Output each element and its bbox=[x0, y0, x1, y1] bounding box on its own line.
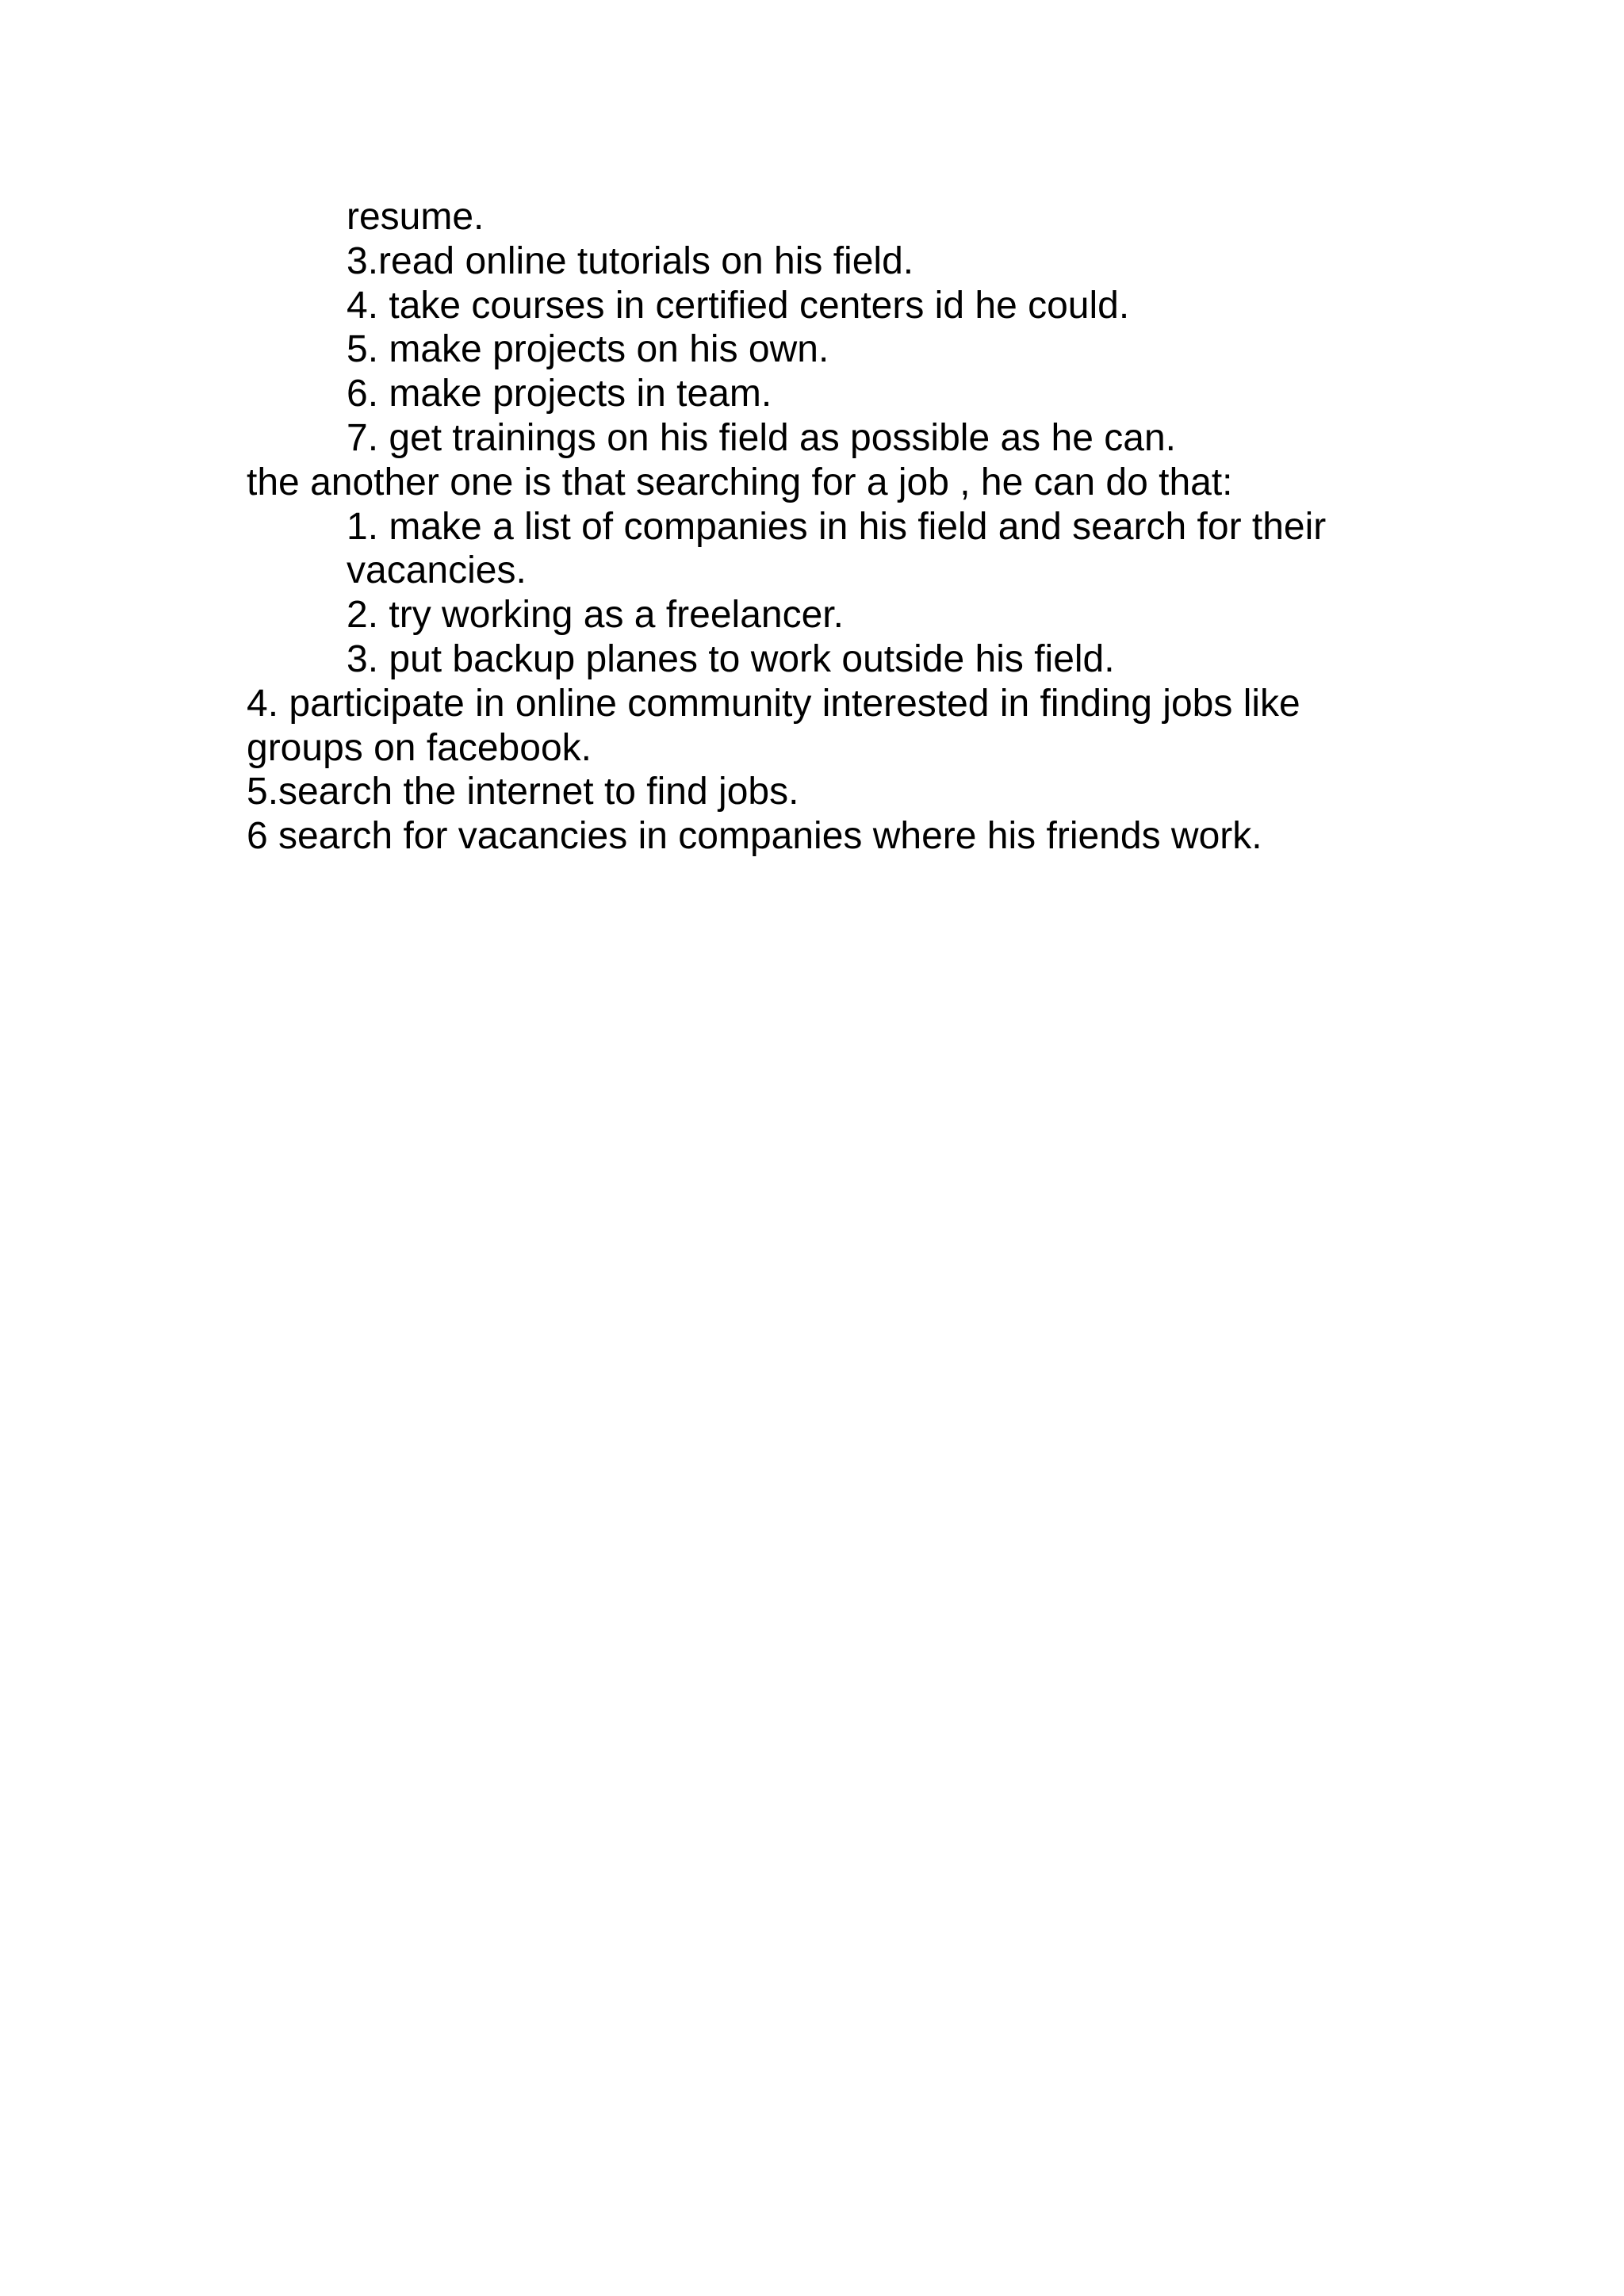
text-line: 4. take courses in certified centers id he could. bbox=[347, 284, 1130, 327]
text-line: 3.read online tutorials on his field. bbox=[347, 239, 914, 282]
text-line: resume. bbox=[347, 196, 485, 238]
text-line: 5. make projects on his own. bbox=[347, 328, 829, 371]
text-line: 4. participate in online community interested in finding jobs like bbox=[247, 682, 1300, 725]
text-line: the another one is that searching for a job , he can do that: bbox=[247, 461, 1233, 503]
text-line: 1. make a list of companies in his field and search for their bbox=[347, 505, 1327, 548]
text-line: 7. get trainings on his field as possible as he can. bbox=[347, 416, 1176, 459]
text-line: 6 search for vacancies in companies where his friends work. bbox=[247, 815, 1262, 858]
text-line: 5.search the internet to find jobs. bbox=[247, 771, 799, 813]
text-line: 3. put backup planes to work outside his field. bbox=[347, 637, 1115, 680]
text-line: 6. make projects in team. bbox=[347, 373, 772, 415]
text-line: vacancies. bbox=[347, 549, 527, 592]
text-line: 2. try working as a freelancer. bbox=[347, 594, 844, 637]
document-body bbox=[247, 195, 1404, 859]
text-line: groups on facebook. bbox=[247, 726, 592, 769]
